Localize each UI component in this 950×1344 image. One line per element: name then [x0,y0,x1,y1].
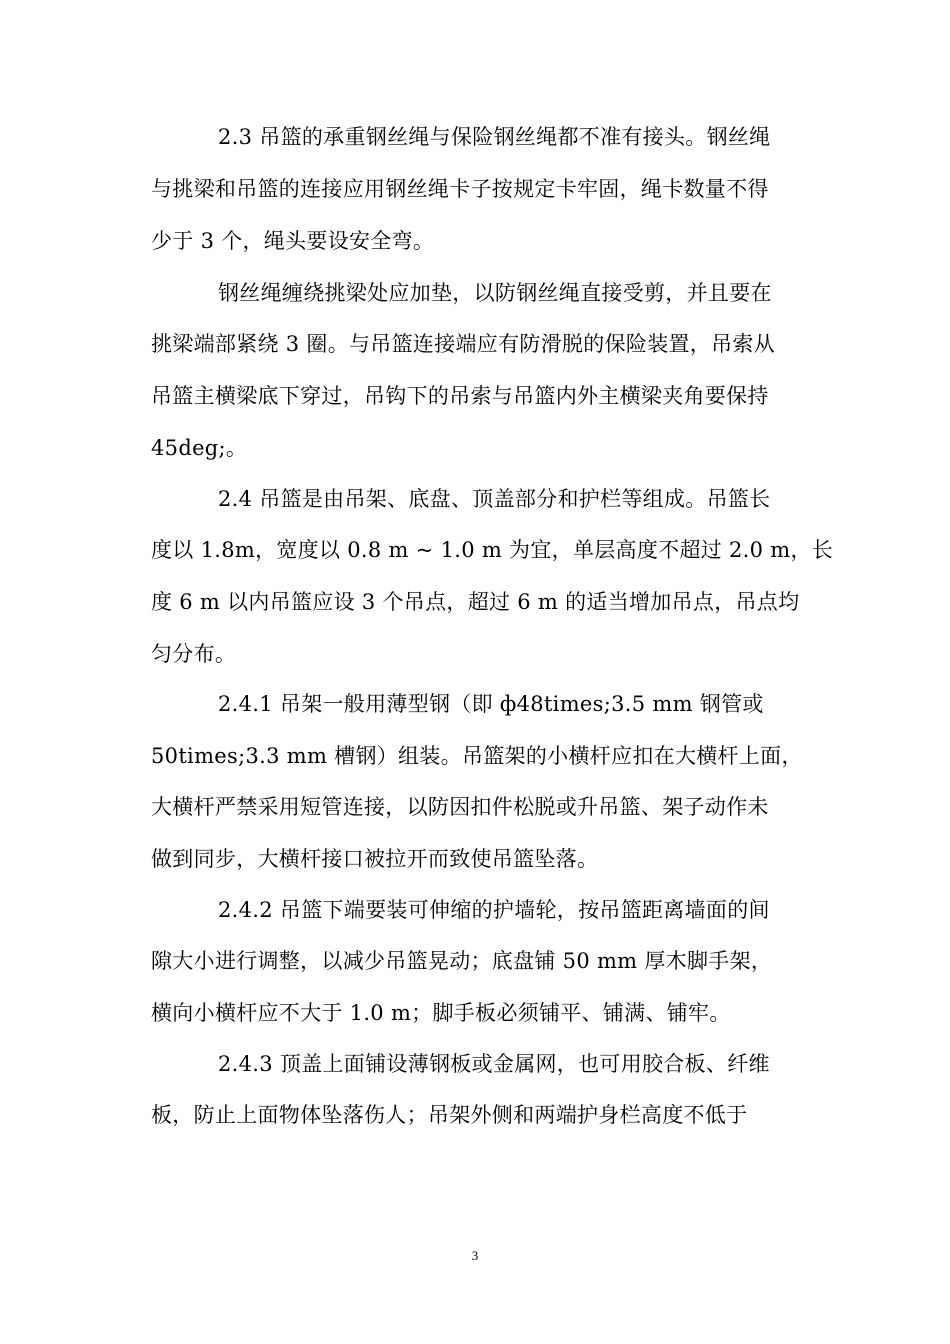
text-line: 度以 1.8m，宽度以 0.8 m ~ 1.0 m 为宜，单层高度不超过 2.0 m，长 [151,538,834,562]
text-line: 钢丝绳缠绕挑梁处应加垫，以防钢丝绳直接受剪，并且要在 [218,281,772,305]
text-line: 吊篮主横梁底下穿过，吊钩下的吊索与吊篮内外主横梁夹角要保持 [151,384,769,408]
text-line: 2.4 吊篮是由吊架、底盘、顶盖部分和护栏等组成。吊篮长 [218,487,771,511]
text-line: 少于 3 个，绳头要设安全弯。 [151,229,435,253]
page-number: 3 [471,1248,479,1263]
text-line: 隙大小进行调整，以减少吊篮晃动；底盘铺 50 mm 厚木脚手架， [151,949,773,973]
text-line: 挑梁端部紧绕 3 圈。与吊篮连接端应有防滑脱的保险装置，吊索从 [151,332,776,356]
text-line: 2.4.1 吊架一般用薄型钢（即 ф48times;3.5 mm 钢管或 [218,692,764,716]
text-line: 与挑梁和吊篮的连接应用钢丝绳卡子按规定卡牢固，绳卡数量不得 [151,177,769,201]
text-line: 板，防止上面物体坠落伤人；吊架外侧和两端护身栏高度不低于 [151,1103,748,1127]
text-line: 匀分布。 [151,642,237,666]
text-line: 度 6 m 以内吊篮应设 3 个吊点，超过 6 m 的适当增加吊点，吊点均 [151,590,800,614]
text-line: 横向小横杆应不大于 1.0 m；脚手板必须铺平、铺满、铺牢。 [151,1001,731,1025]
text-line: 大横杆严禁采用短管连接，以防因扣件松脱或升吊篮、架子动作未 [151,795,769,819]
text-line: 做到同步，大横杆接口被拉开而致使吊篮坠落。 [151,847,599,871]
text-line: 50times;3.3 mm 槽钢）组装。吊篮架的小横杆应扣在大横杆上面， [151,744,803,768]
text-line: 2.4.2 吊篮下端要装可伸缩的护墙轮，按吊篮距离墙面的间 [218,898,770,922]
text-line: 45deg;。 [151,436,248,460]
text-line: 2.3 吊篮的承重钢丝绳与保险钢丝绳都不准有接头。钢丝绳 [218,125,771,149]
text-line: 2.4.3 顶盖上面铺设薄钢板或金属网，也可用胶合板、纤维 [218,1052,770,1076]
